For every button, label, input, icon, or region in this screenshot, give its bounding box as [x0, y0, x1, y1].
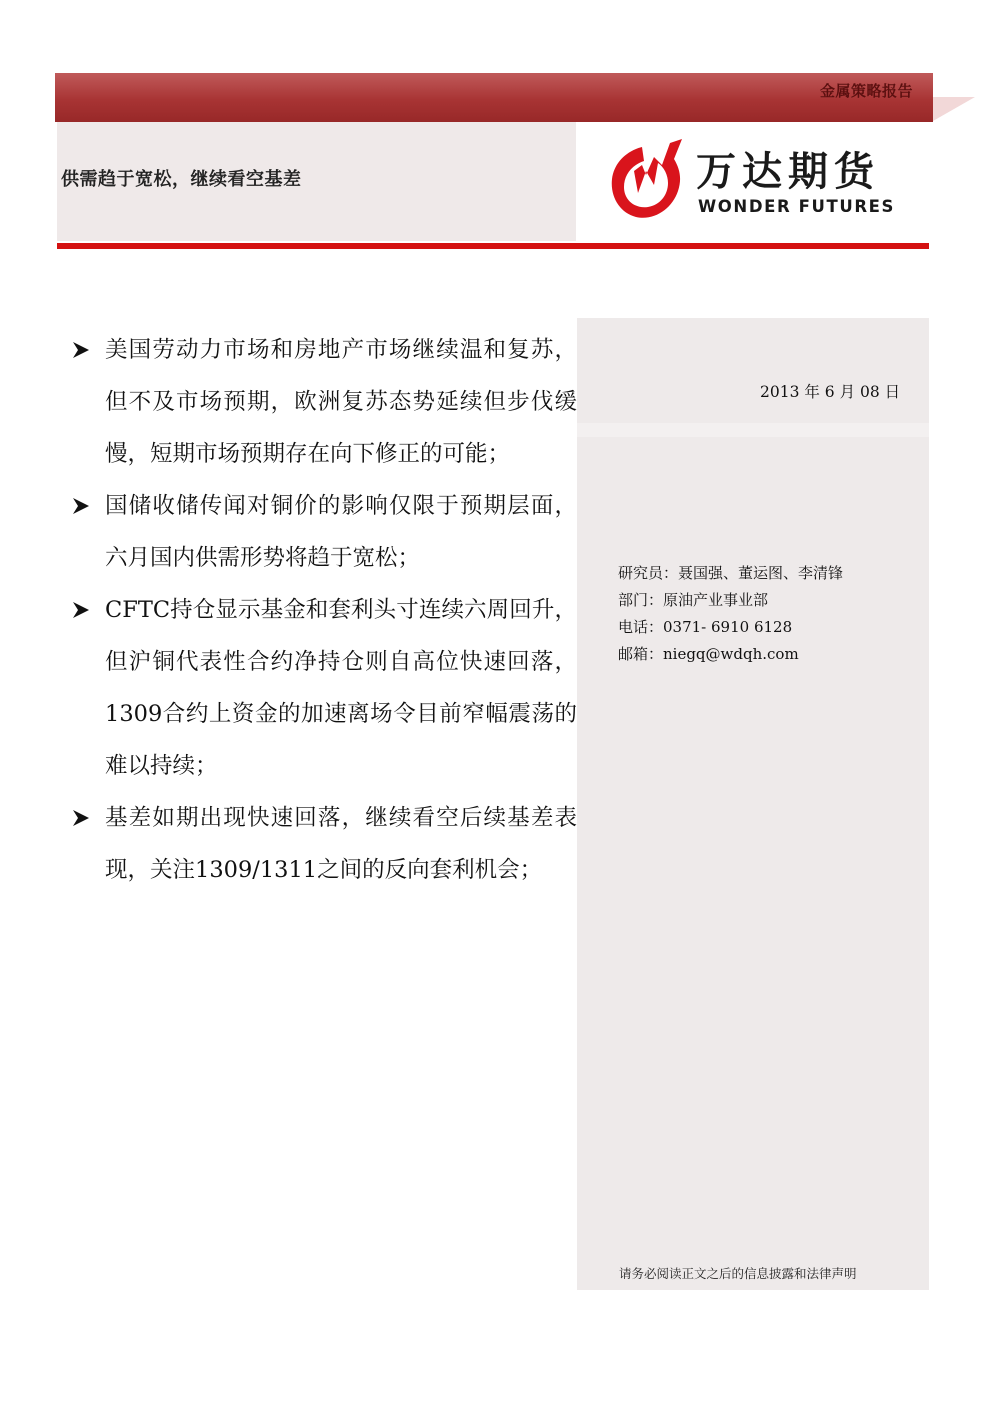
- bullet-text: 美国劳动力市场和房地产市场继续温和复苏，但不及市场预期，欧洲复苏态势延续但步伐缓慢，短期市场预期存在向下修正的可能；: [105, 337, 577, 467]
- header-divider: [57, 243, 929, 249]
- arrow-right-icon: [71, 497, 91, 515]
- contact-block: [618, 560, 843, 668]
- logo-text-en: WONDER FUTURES: [698, 197, 896, 216]
- researcher-line: 研究员：聂国强、董运图、李清锋: [618, 564, 844, 582]
- wonder-futures-logo-mark-icon: [608, 135, 686, 223]
- phone-line: 电话：0371- 6910 6128: [618, 618, 793, 636]
- arrow-right-icon: [71, 809, 91, 827]
- report-type-label: 金属策略报告: [819, 82, 913, 100]
- logo-text-cn: 万达期货: [696, 149, 880, 195]
- list-item: [67, 324, 577, 480]
- summary-bullet-list: [67, 324, 577, 896]
- info-sidebar: [577, 318, 929, 1290]
- email-line: 邮箱：niegq@wdqh.com: [618, 645, 799, 663]
- list-item: [67, 584, 577, 792]
- disclaimer-note: 请务必阅读正文之后的信息披露和法律声明: [619, 1266, 857, 1281]
- list-item: [67, 480, 577, 584]
- bullet-text: CFTC持仓显示基金和套利头寸连续六周回升，但沪铜代表性合约净持仓则自高位快速回落，1309合约上资金的加速离场令目前窄幅震荡的难以持续；: [105, 597, 577, 779]
- list-item: [67, 792, 577, 896]
- company-logo: [608, 135, 898, 227]
- banner-tail-decoration: [933, 97, 975, 121]
- arrow-right-icon: [71, 341, 91, 359]
- header-banner: [55, 73, 933, 122]
- sidebar-separator: [577, 423, 929, 437]
- bullet-text: 国储收储传闻对铜价的影响仅限于预期层面，六月国内供需形势将趋于宽松；: [105, 493, 577, 571]
- report-date: 2013 年 6 月 08 日: [760, 383, 901, 401]
- report-title: 供需趋于宽松，继续看空基差: [61, 169, 302, 190]
- department-line: 部门：原油产业事业部: [618, 591, 769, 609]
- bullet-text: 基差如期出现快速回落，继续看空后续基差表现，关注1309/1311之间的反向套利机会；: [105, 805, 577, 883]
- arrow-right-icon: [71, 601, 91, 619]
